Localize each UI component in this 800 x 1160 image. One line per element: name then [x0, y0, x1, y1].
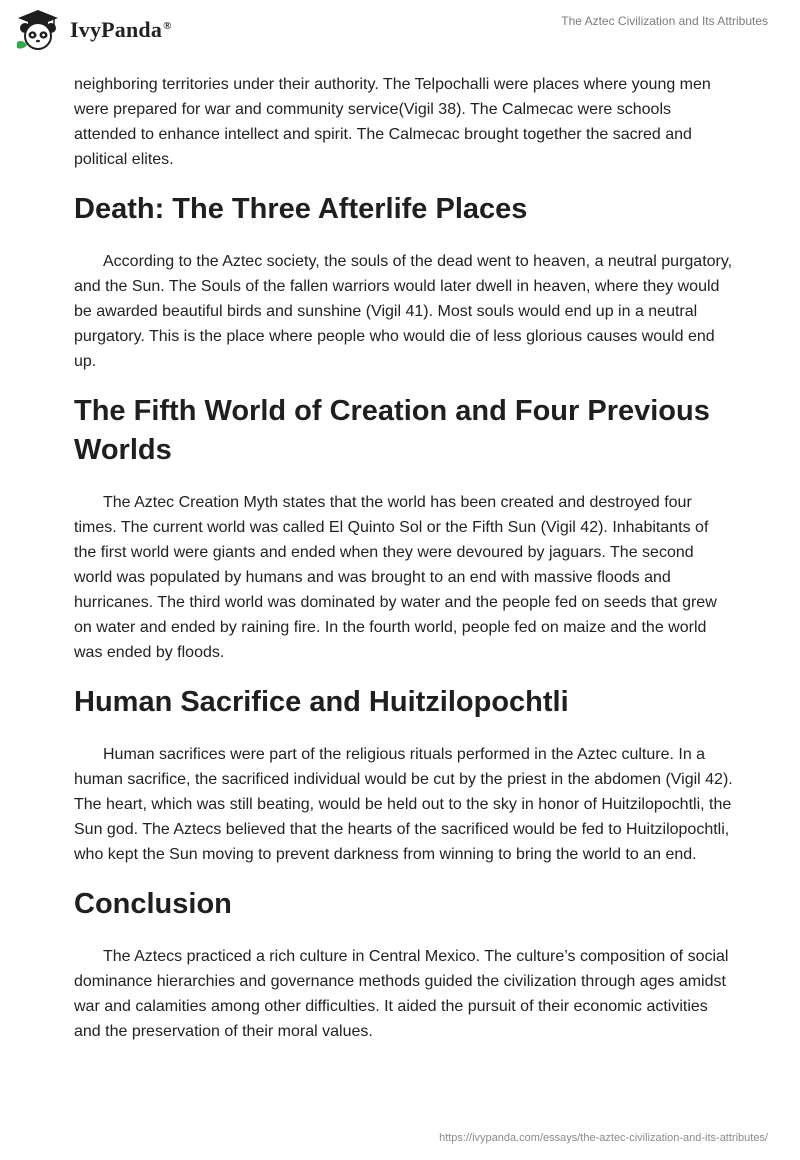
section-body-death: According to the Aztec society, the souls of the dead went to heaven, a neutral purgatory, and the Sun. The Souls of the fallen warriors would later dwell in heaven, where they would be awarded beautiful birds and sunshine (Vigil 41). Most souls would end up in a neutral purgatory. This is the place where people who would die of less glorious causes would end up.: [74, 253, 733, 370]
panda-graduate-icon: [14, 8, 62, 52]
section-body-human-sacrifice: Human sacrifices were part of the religious rituals performed in the Aztec culture. In a human sacrifice, the sacrificed individual would be cut by the priest in the abdomen (Vigil 42). The heart, which was still beating, would be held out to the sky in honor of Huitzilopochtli, the Sun god. The Aztecs believed that the hearts of the sacrificed would be fed to Huitzilopochtli, who kept the Sun moving to prevent darkness from winning to bring the world to an end.: [74, 746, 733, 863]
brand-name: IvyPanda®: [70, 17, 172, 42]
essay-body: [74, 72, 734, 1044]
document-title: The Aztec Civilization and Its Attributes: [561, 14, 768, 28]
ivypanda-logo[interactable]: [14, 8, 172, 52]
section-heading-fifth-world: The Fifth World of Creation and Four Previous Worlds: [74, 395, 710, 466]
section-heading-human-sacrifice: Human Sacrifice and Huitzilopochtli: [74, 686, 569, 718]
section-body-fifth-world: The Aztec Creation Myth states that the world has been created and destroyed four times. The current world was called El Quinto Sol or the Fifth Sun (Vigil 42). Inhabitants of the first world were giants and ended when they were devoured by jaguars. The second world was populated by humans and was brought to an end with massive floods and hurricanes. The third world was dominated by water and the people fed on seeds that grew on water and ended by raining fire. In the fourth world, people fed on maize and the world was ended by floods.: [74, 494, 717, 661]
section-body-conclusion: The Aztecs practiced a rich culture in Central Mexico. The culture’s composition of social dominance hierarchies and governance methods guided the civilization through ages amidst war and calamities among other difficulties. It aided the pursuit of their economic activities and the preservation of their moral values.: [74, 948, 729, 1040]
section-heading-death: Death: The Three Afterlife Places: [74, 193, 528, 225]
source-url-link[interactable]: https://ivypanda.com/essays/the-aztec-civilization-and-its-attributes/: [439, 1132, 768, 1144]
intro-paragraph: neighboring territories under their authority. The Telpochalli were places where young men were prepared for war and community service(Vigil 38). The Calmecac were schools attended to enhance intellect and spirit. The Calmecac brought together the sacred and political elites.: [74, 76, 711, 168]
section-heading-conclusion: Conclusion: [74, 888, 232, 920]
